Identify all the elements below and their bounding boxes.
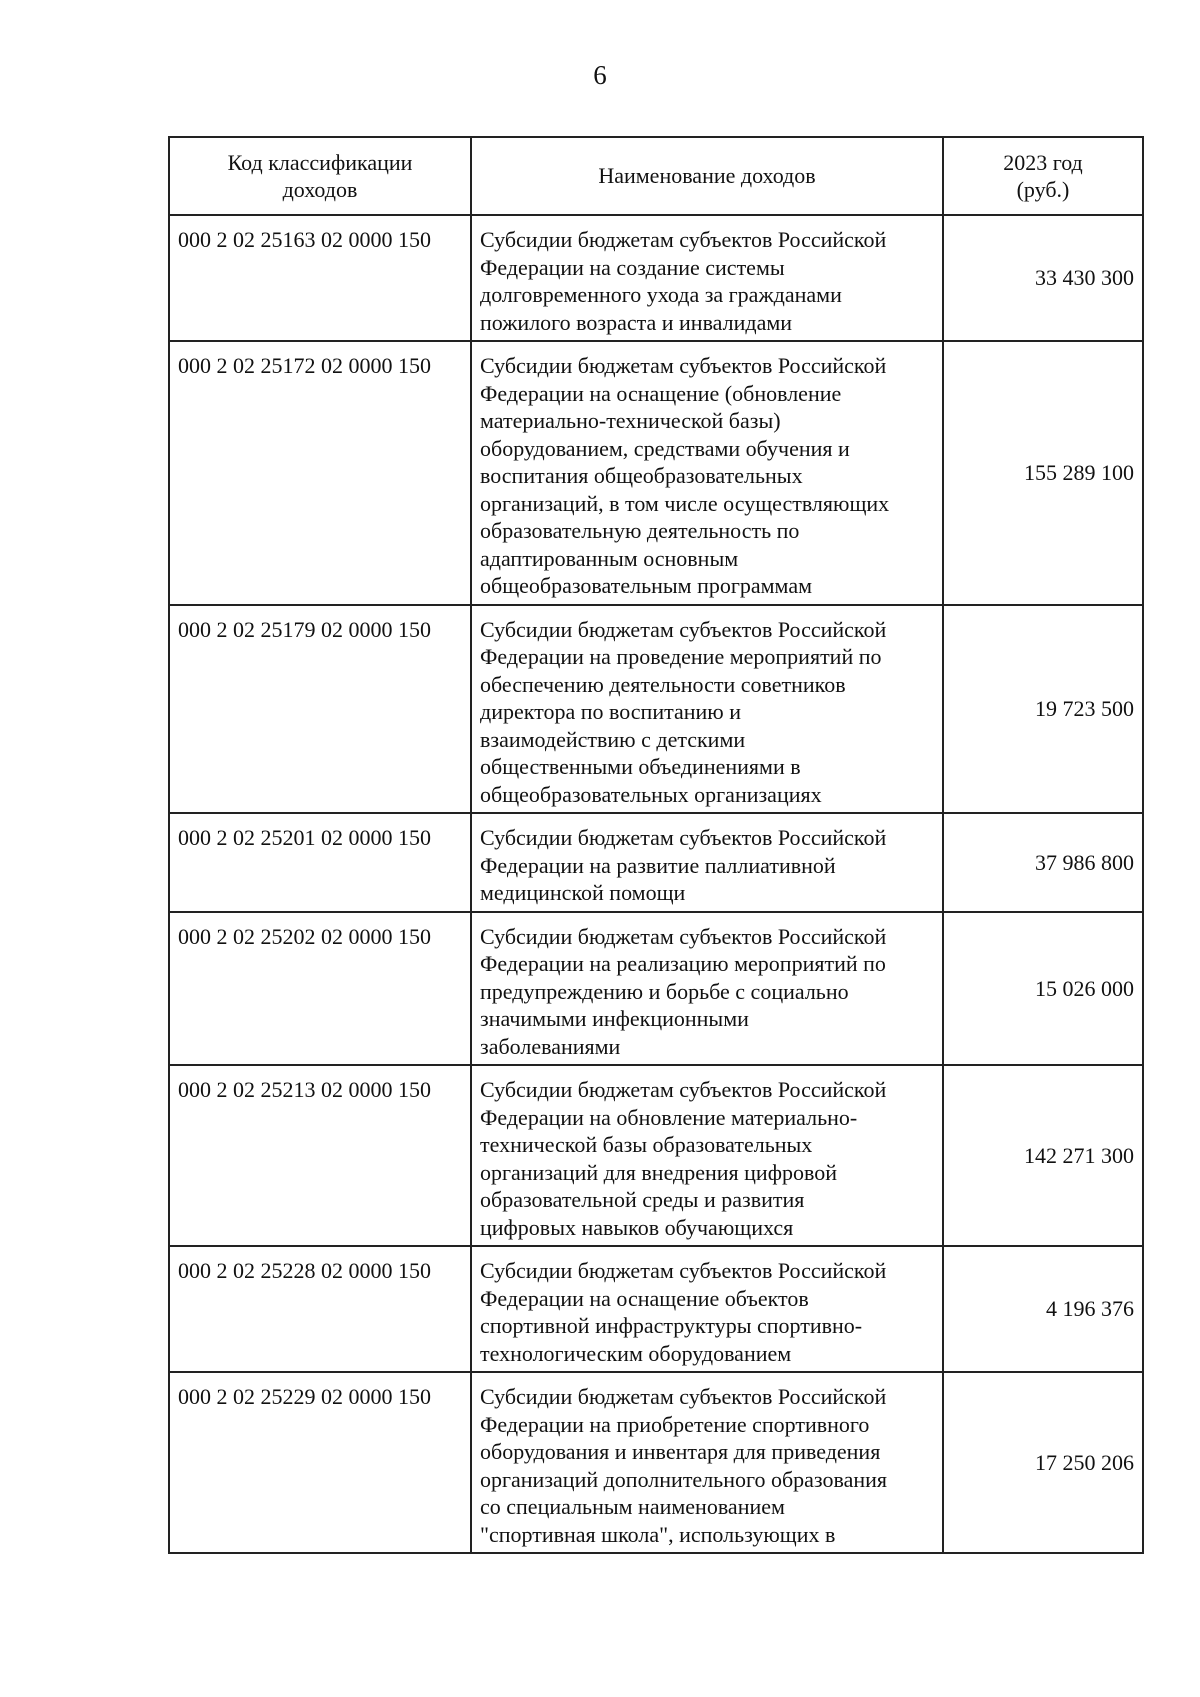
income-name-line: Субсидии бюджетам субъектов Российской — [480, 825, 887, 850]
income-name-line: обеспечению деятельности советников — [480, 671, 846, 697]
income-name-line: Федерации на оснащение (обновление — [480, 380, 842, 406]
income-name-line: со специальным наименованием — [480, 1494, 785, 1519]
income-name — [471, 1065, 943, 1246]
income-name — [471, 341, 943, 605]
income-amount: 4 196 376 — [943, 1246, 1143, 1372]
income-name-line: Федерации на реализацию мероприятий по — [480, 951, 886, 976]
income-name-line: долговременного ухода за гражданами — [480, 282, 842, 307]
income-name — [471, 1372, 943, 1553]
table-row — [169, 1246, 1143, 1372]
income-name-line: общеобразовательных организациях — [480, 781, 822, 807]
income-code: 000 2 02 25179 02 0000 150 — [169, 605, 471, 814]
income-code: 000 2 02 25163 02 0000 150 — [169, 215, 471, 341]
income-name-line: Субсидии бюджетам субъектов Российской — [480, 1258, 887, 1283]
income-name-line: организаций для внедрения цифровой — [480, 1159, 837, 1185]
header-name: Наименование доходов — [471, 137, 943, 215]
table-row — [169, 813, 1143, 912]
income-code: 000 2 02 25228 02 0000 150 — [169, 1246, 471, 1372]
income-amount: 155 289 100 — [943, 341, 1143, 605]
income-name-line: "спортивная школа", использующих в — [480, 1521, 836, 1547]
income-name-line: материально-технической базы) — [480, 408, 781, 433]
income-name-line: общественными объединениями в — [480, 754, 801, 779]
income-code: 000 2 02 25213 02 0000 150 — [169, 1065, 471, 1246]
income-amount: 19 723 500 — [943, 605, 1143, 814]
header-amount: 2023 год (руб.) — [943, 137, 1143, 215]
income-name-line: Федерации на приобретение спортивного — [480, 1411, 870, 1437]
income-amount: 142 271 300 — [943, 1065, 1143, 1246]
income-name-line: образовательной среды и развития — [480, 1187, 805, 1212]
table-row — [169, 341, 1143, 605]
table-row — [169, 1065, 1143, 1246]
income-name-line: организаций дополнительного образования — [480, 1466, 887, 1492]
income-code: 000 2 02 25172 02 0000 150 — [169, 341, 471, 605]
income-name — [471, 912, 943, 1066]
income-amount: 17 250 206 — [943, 1372, 1143, 1553]
income-name-line: директора по воспитанию и — [480, 699, 741, 724]
income-amount: 33 430 300 — [943, 215, 1143, 341]
income-name-line: заболеваниями — [480, 1033, 621, 1059]
table-row — [169, 1372, 1143, 1553]
income-name-line: значимыми инфекционными — [480, 1006, 749, 1031]
income-name-line: Субсидии бюджетам субъектов Российской — [480, 616, 887, 642]
income-name-line: Федерации на оснащение объектов — [480, 1285, 809, 1311]
income-name-line: оборудования и инвентаря для приведения — [480, 1439, 881, 1464]
income-name-line: пожилого возраста и инвалидами — [480, 309, 793, 335]
income-amount: 15 026 000 — [943, 912, 1143, 1066]
income-name — [471, 813, 943, 912]
income-code: 000 2 02 25202 02 0000 150 — [169, 912, 471, 1066]
income-name-line: адаптированным основным — [480, 545, 739, 571]
income-name-line: общеобразовательным программам — [480, 573, 813, 598]
income-name-line: Федерации на обновление материально- — [480, 1104, 858, 1130]
income-name-line: технологическим оборудованием — [480, 1340, 792, 1366]
income-code: 000 2 02 25229 02 0000 150 — [169, 1372, 471, 1553]
page-number: 6 — [593, 60, 607, 90]
income-name-line: организаций, в том числе осуществляющих — [480, 490, 890, 516]
income-name-line: Субсидии бюджетам субъектов Российской — [480, 1384, 887, 1409]
table-header-row — [169, 137, 1143, 215]
income-name-line: взаимодействию с детскими — [480, 726, 746, 752]
income-name-line: предупреждению и борьбе с социально — [480, 978, 849, 1004]
income-name-line: Субсидии бюджетам субъектов Российской — [480, 923, 887, 949]
income-name-line: оборудованием, средствами обучения и — [480, 435, 850, 461]
income-name-line: Субсидии бюджетам субъектов Российской — [480, 227, 887, 252]
income-name-line: Федерации на развитие паллиативной — [480, 852, 836, 878]
income-amount: 37 986 800 — [943, 813, 1143, 912]
table-row — [169, 912, 1143, 1066]
income-name-line: Федерации на создание системы — [480, 254, 785, 280]
income-name — [471, 215, 943, 341]
income-name-line: медицинской помощи — [480, 880, 686, 905]
header-code: Код классификации доходов — [169, 137, 471, 215]
income-name-line: спортивной инфраструктуры спортивно- — [480, 1313, 863, 1338]
income-name-line: технической базы образовательных — [480, 1132, 813, 1157]
income-name-line: цифровых навыков обучающихся — [480, 1214, 794, 1240]
table-row — [169, 215, 1143, 341]
income-code: 000 2 02 25201 02 0000 150 — [169, 813, 471, 912]
income-name — [471, 605, 943, 814]
income-table — [168, 136, 1144, 1554]
income-name-line: Федерации на проведение мероприятий по — [480, 644, 882, 669]
income-name-line: образовательную деятельность по — [480, 518, 800, 543]
income-name-line: Субсидии бюджетам субъектов Российской — [480, 1077, 887, 1102]
income-name — [471, 1246, 943, 1372]
table-row — [169, 605, 1143, 814]
income-name-line: воспитания общеобразовательных — [480, 463, 803, 488]
income-name-line: Субсидии бюджетам субъектов Российской — [480, 353, 887, 378]
